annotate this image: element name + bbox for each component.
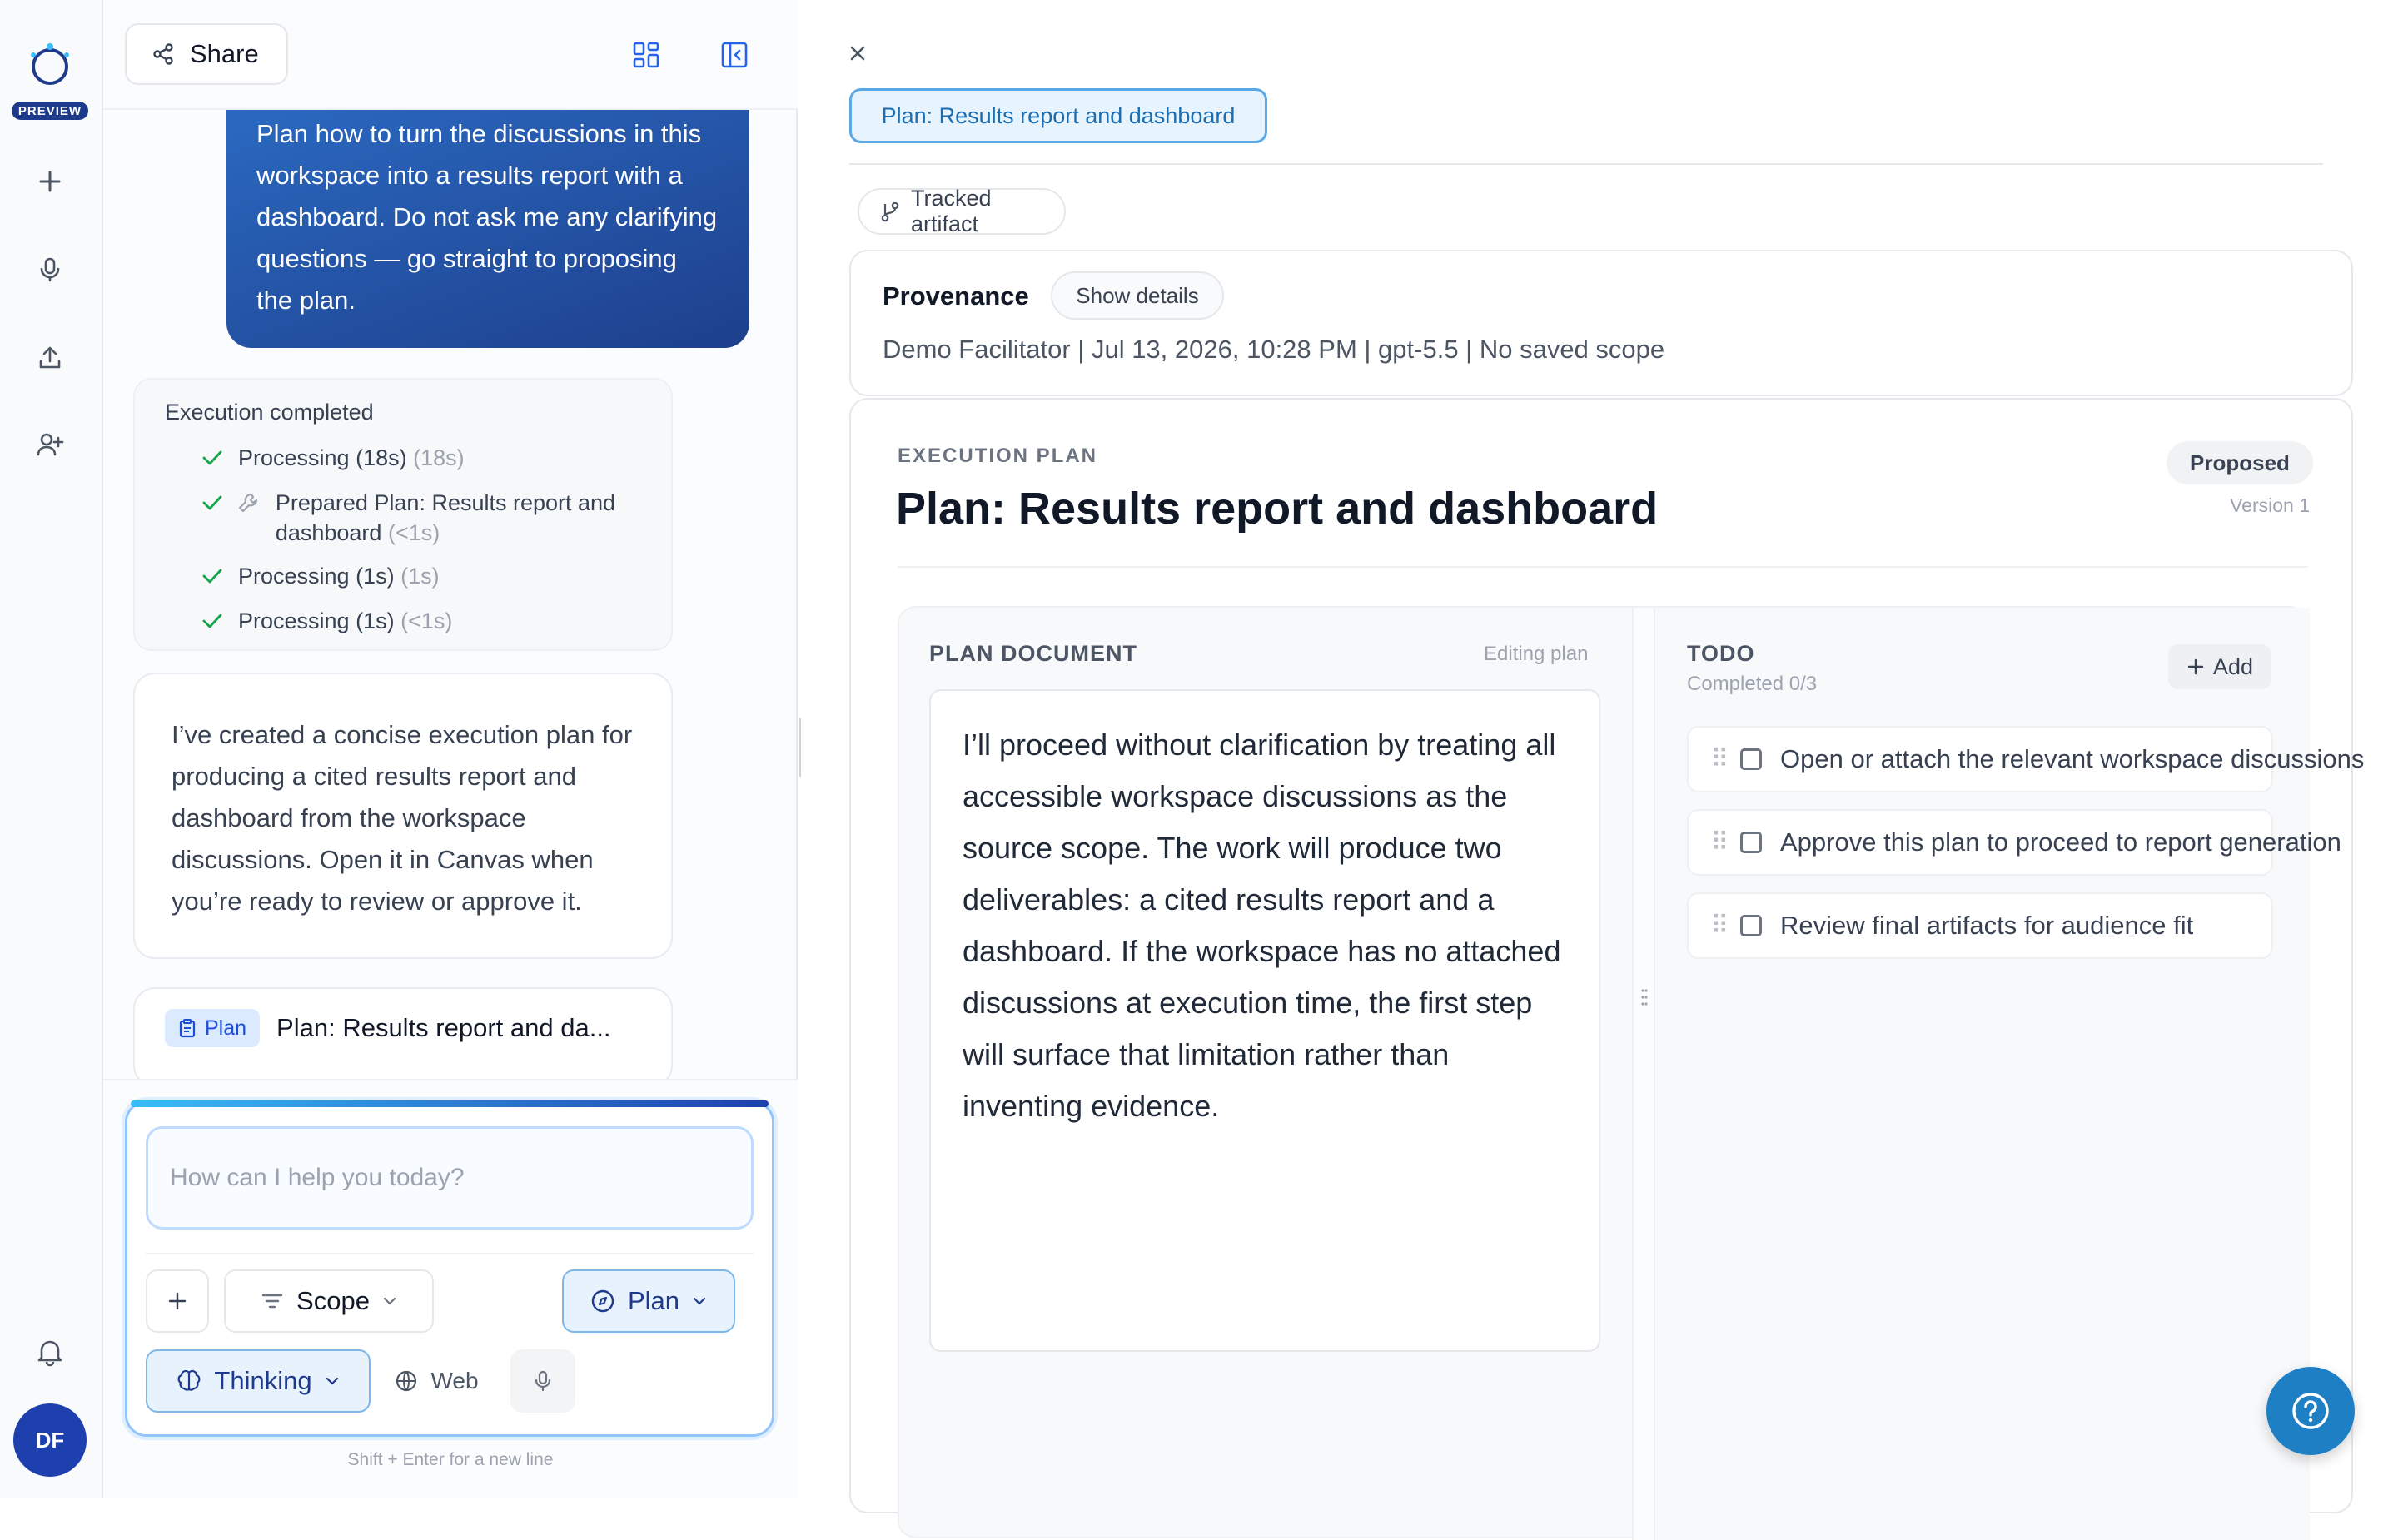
- composer-hint: Shift + Enter for a new line: [347, 1450, 554, 1469]
- plan-card: [849, 398, 2365, 1513]
- chat-toolbar: [103, 0, 798, 110]
- mode-label: Plan: [627, 1286, 680, 1315]
- check-icon: [201, 443, 225, 473]
- step-label: Processing (18s): [238, 445, 407, 470]
- plan-document-editor[interactable]: I’ll proceed without clarification by treating all accessible workspace discussions as the source scope. The work will produce two deliverables: a cited results report and a dashboard. If the workspace has no attached discussions at execution time, the first step will surface that limitation rather than inventing evidence.: [929, 689, 1600, 1352]
- status-badge: Proposed: [2167, 441, 2313, 484]
- help-button[interactable]: [2266, 1367, 2355, 1455]
- share-button[interactable]: [125, 23, 288, 85]
- plus-icon: [37, 168, 63, 195]
- canvas-panel: [801, 0, 2398, 1498]
- todo-text[interactable]: Review final artifacts for audience fit: [1780, 911, 2194, 940]
- todo-text[interactable]: Approve this plan to proceed to report generation: [1780, 827, 2341, 857]
- plan-document-status: Editing plan: [1484, 643, 1589, 665]
- plan-chip-label: Plan: [205, 1016, 247, 1040]
- step-label: Processing (1s): [238, 609, 395, 633]
- plus-icon: [2187, 658, 2205, 676]
- brain-icon: [176, 1368, 202, 1394]
- notifications-button[interactable]: [27, 1329, 73, 1375]
- execution-step: [201, 488, 634, 548]
- add-todo-button[interactable]: [2168, 644, 2271, 689]
- plan-eyebrow: EXECUTION PLAN: [898, 445, 1098, 467]
- compass-icon: [590, 1288, 616, 1314]
- step-time: (1s): [400, 564, 440, 589]
- add-user-icon: [36, 431, 64, 458]
- help-icon: [2289, 1389, 2332, 1433]
- provenance-card: [849, 250, 2353, 396]
- collapse-panel-icon[interactable]: [718, 38, 751, 72]
- execution-step: [201, 606, 452, 636]
- drag-handle-icon[interactable]: ⠿: [1710, 827, 1729, 857]
- chevron-down-icon: [691, 1295, 708, 1307]
- check-icon: [201, 561, 225, 591]
- composer-accent: [131, 1100, 769, 1107]
- logo-icon[interactable]: [22, 37, 78, 93]
- step-time: (<1s): [387, 520, 440, 545]
- execution-title: Execution completed: [165, 400, 374, 425]
- step-label: Processing (1s): [238, 564, 395, 589]
- add-todo-label: Add: [2212, 653, 2254, 679]
- page-title: Plan: Results report and dashboard: [896, 484, 1659, 534]
- plan-workspace: [898, 606, 2365, 1538]
- execution-step: [201, 443, 465, 473]
- todo-pane: [1655, 608, 2365, 1540]
- plan-document-pane: [899, 608, 1632, 1540]
- provenance-meta: Demo Facilitator | Jul 13, 2026, 10:28 PM | gpt-5.5 | No saved scope: [883, 335, 1665, 364]
- divider: [146, 1253, 754, 1254]
- filter-icon: [260, 1290, 285, 1312]
- provenance-title: Provenance: [883, 281, 1029, 310]
- thinking-label: Thinking: [214, 1366, 312, 1395]
- execution-summary[interactable]: [133, 378, 673, 651]
- check-icon: [201, 488, 224, 518]
- divider: [898, 566, 2308, 568]
- split-handle[interactable]: [1632, 608, 1655, 1540]
- drag-handle-icon[interactable]: ⠿: [1710, 744, 1729, 773]
- new-chat-button[interactable]: [27, 158, 73, 205]
- todo-item[interactable]: [1687, 726, 2365, 792]
- drag-handle-icon: [1640, 987, 1649, 1007]
- web-toggle[interactable]: [382, 1349, 490, 1413]
- todo-item[interactable]: [1687, 892, 2273, 959]
- chat-panel: [103, 0, 798, 1498]
- plan-chip: [165, 1009, 260, 1047]
- step-time: (<1s): [400, 609, 453, 633]
- clipboard-icon: [178, 1018, 197, 1038]
- microphone-icon: [37, 256, 63, 283]
- share-label: Share: [190, 39, 259, 68]
- branch-icon: [879, 200, 901, 223]
- app-rail: [0, 0, 103, 1498]
- invite-user-button[interactable]: [27, 421, 73, 468]
- scope-select[interactable]: [224, 1269, 434, 1333]
- prompt-input[interactable]: [146, 1126, 754, 1230]
- execution-step: [201, 561, 440, 591]
- divider: [849, 163, 2323, 165]
- todo-checkbox[interactable]: [1740, 832, 1762, 853]
- todo-item[interactable]: [1687, 809, 2341, 876]
- preview-badge: PREVIEW: [12, 102, 88, 120]
- dictate-button[interactable]: [510, 1349, 575, 1413]
- plan-reference-card[interactable]: [133, 987, 673, 1087]
- bell-icon: [37, 1338, 63, 1366]
- todo-checkbox[interactable]: [1740, 748, 1762, 770]
- scope-label: Scope: [296, 1286, 370, 1315]
- todo-checkbox[interactable]: [1740, 915, 1762, 936]
- plan-document-label: PLAN DOCUMENT: [929, 641, 1137, 666]
- todo-label: TODO: [1687, 641, 1755, 666]
- share-icon: [152, 42, 175, 66]
- step-time: (18s): [413, 445, 465, 470]
- upload-icon: [37, 345, 63, 371]
- voice-button[interactable]: [27, 246, 73, 293]
- chevron-down-icon: [324, 1375, 341, 1387]
- check-icon: [201, 606, 225, 636]
- tracked-artifact-label: Tracked artifact: [911, 186, 992, 236]
- thinking-toggle[interactable]: [146, 1349, 371, 1413]
- step-label: Prepared Plan: Results report and dashboard: [275, 490, 616, 545]
- assistant-message: I’ve created a concise execution plan for producing a cited results report and dashboard from the workspace discussions. Open it in Canvas when you’re ready to review or approve it.: [133, 673, 673, 959]
- layout-grid-icon[interactable]: [629, 38, 663, 72]
- tracked-artifact-chip: [858, 188, 1066, 235]
- globe-icon: [394, 1369, 419, 1393]
- tab-plan[interactable]: Plan: Results report and dashboard: [849, 88, 1267, 143]
- chevron-down-icon: [381, 1295, 398, 1307]
- composer: [125, 1100, 774, 1437]
- plus-icon: [167, 1290, 188, 1312]
- drag-handle-icon[interactable]: ⠿: [1710, 911, 1729, 940]
- show-details-button[interactable]: Show details: [1051, 271, 1224, 320]
- microphone-icon: [532, 1369, 554, 1393]
- todo-text[interactable]: Open or attach the relevant workspace discussions: [1780, 744, 2365, 773]
- close-icon[interactable]: [844, 40, 871, 67]
- attach-button[interactable]: [146, 1269, 209, 1333]
- todo-progress: Completed 0/3: [1687, 673, 1818, 695]
- composer-area: [103, 1079, 798, 1498]
- version-label: Version 1: [2230, 494, 2310, 516]
- wrench-icon: [237, 488, 261, 518]
- avatar[interactable]: DF: [13, 1403, 87, 1477]
- user-message: Plan how to turn the discussions in this workspace into a results report with a dashboard. Do not ask me any clarifying questions — go straight to proposing the plan.: [226, 83, 749, 348]
- upload-button[interactable]: [27, 335, 73, 381]
- mode-select[interactable]: [562, 1269, 735, 1333]
- plan-reference-title: Plan: Results report and da...: [276, 1013, 611, 1042]
- web-label: Web: [430, 1368, 479, 1393]
